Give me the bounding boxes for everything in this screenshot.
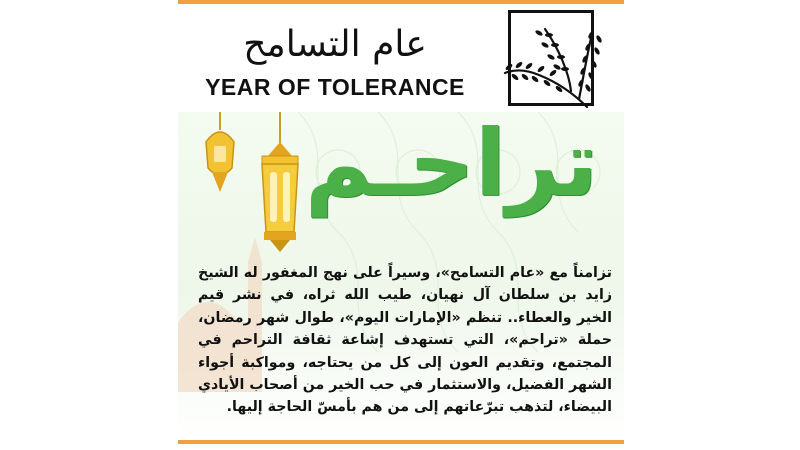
lantern-icon [262,112,298,252]
title-arabic: عام التسامح [243,24,427,65]
article-card [178,0,624,450]
header [178,4,624,110]
headline: تراحـم [304,110,598,217]
article-body: تزامناً مع «عام التسامح»، وسيراً على نهج المغفور له الشيخ زايد بن سلطان آل نهيان، طيب الله ثراه، في نشر قيم الخير والعطاء.. تنظم «الإمارات اليوم»، طوال شهر رمضان، حملة «تراحم»، التي تستهدف إشاعة ثقافة التراحم في المجتمع، وتقديم العون إلى كل من يحتاجه، ومواكبة أجواء الشهر الفضيل، والاستثمار في حب الخير من أصحاب الأيادي البيضاء، لتذهب تبرّعاتهم إلى من هم بأمسّ الحاجة إليها. [198,265,612,416]
title-english: YEAR OF TOLERANCE [205,74,465,100]
logo-box [508,10,594,106]
lantern-icon [206,112,234,192]
ghaf-branch-icon [479,9,609,113]
bottom-accent-bar [178,440,624,444]
